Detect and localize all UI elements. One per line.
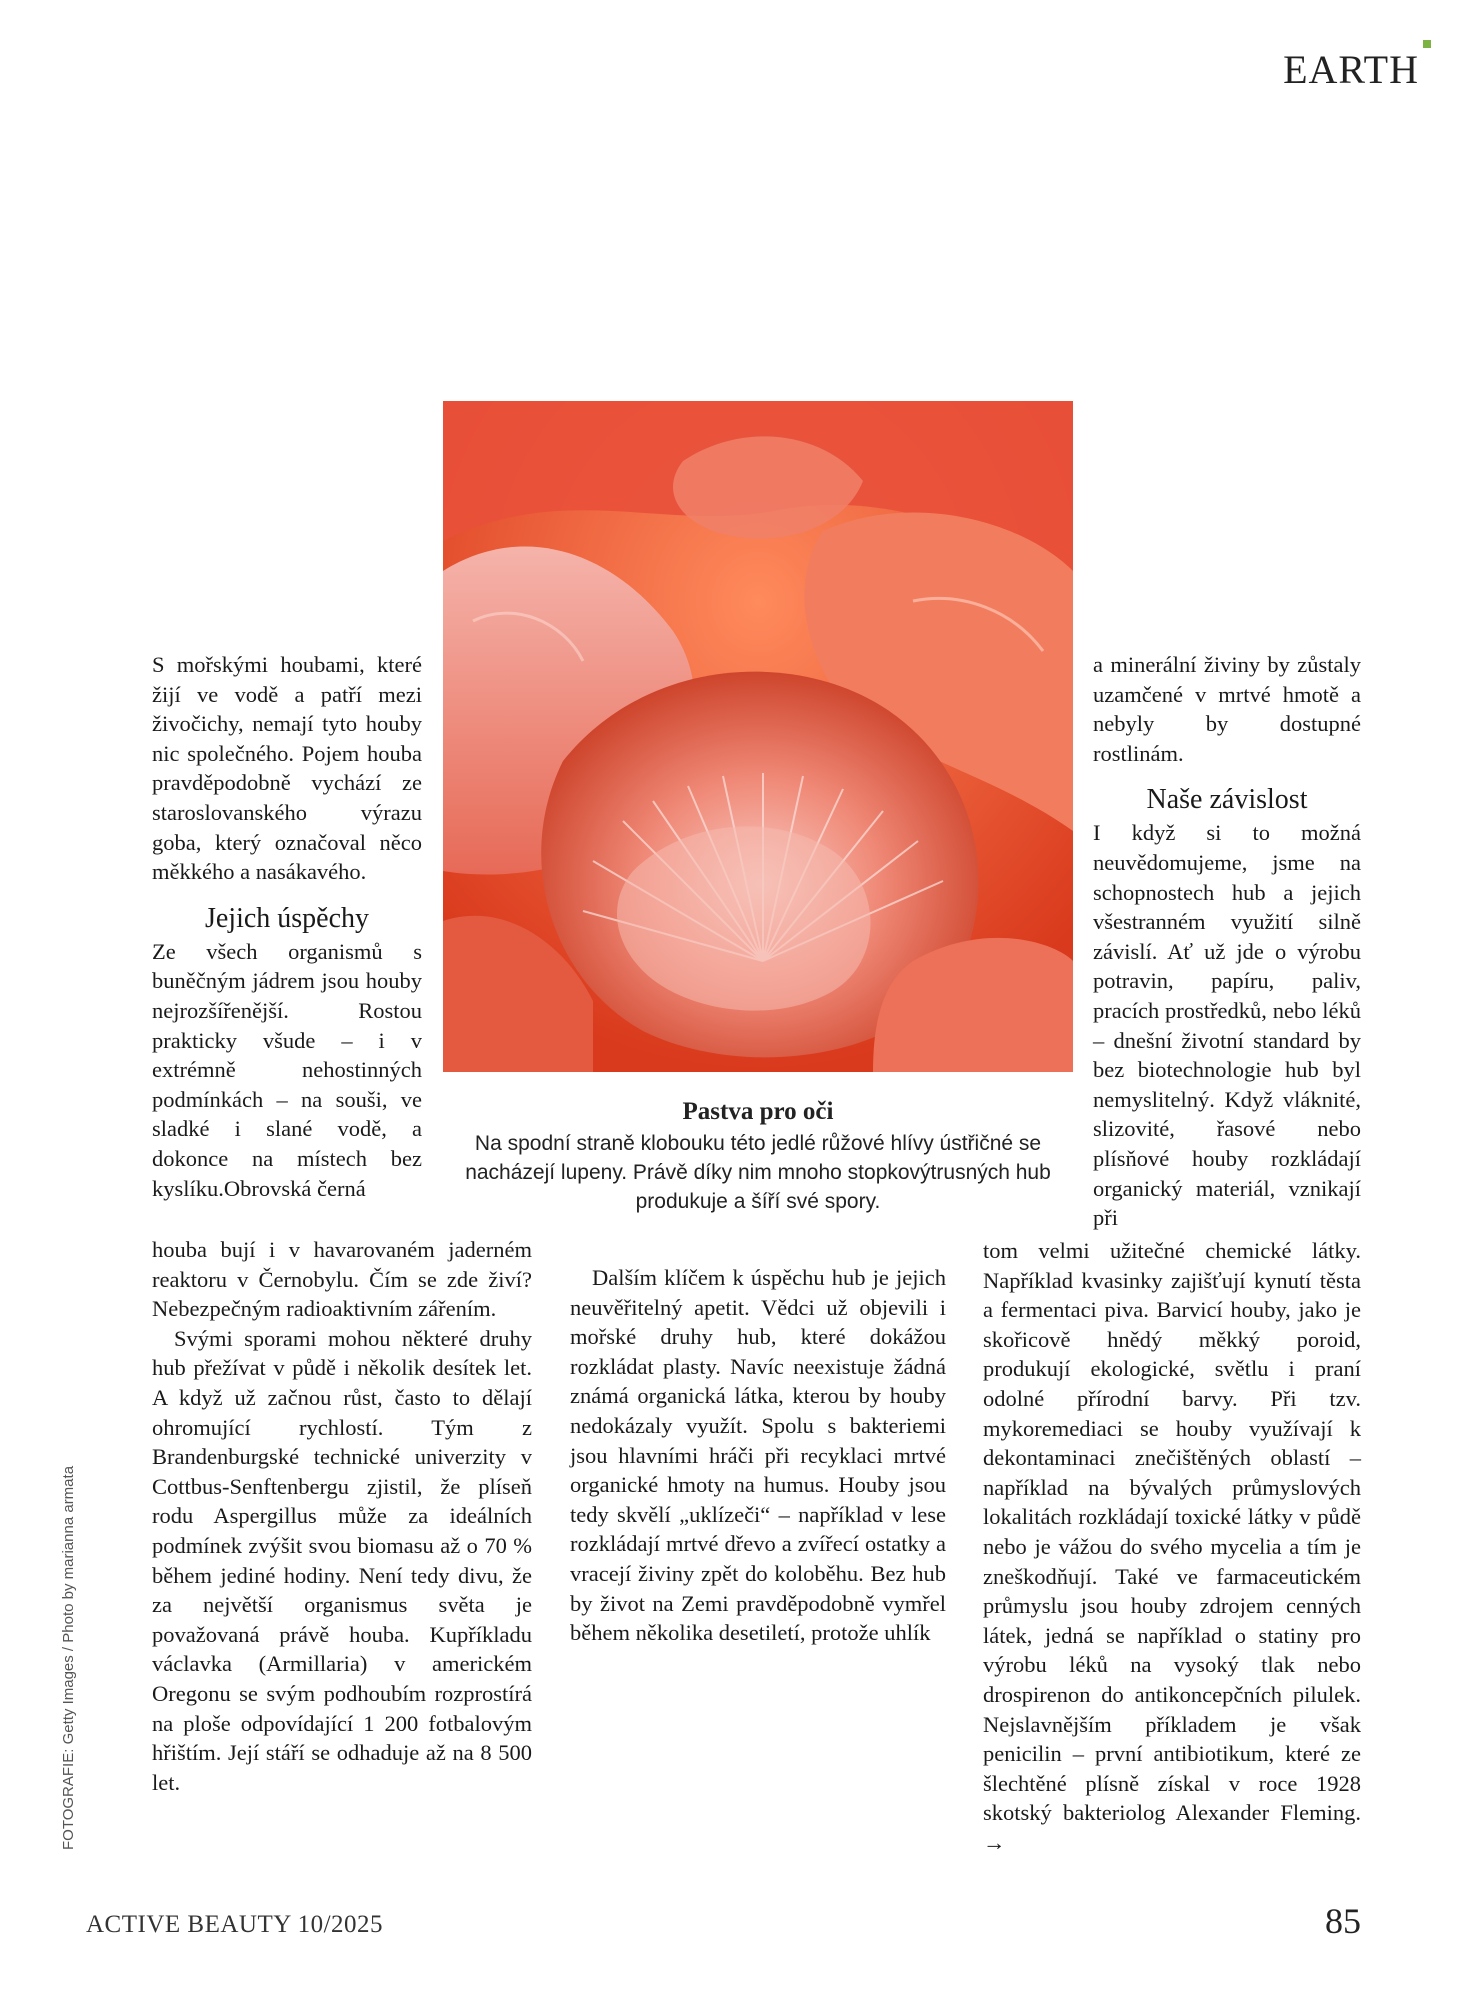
caption-text: Na spodní straně klobouku této jedlé růžové hlívy ústřičné se nacházejí lupeny. Právě díky nim mnoho stopkovýtrusných hub produkuje a šíří své spory.	[465, 1132, 1051, 1213]
right-paragraph-0: a minerální živiny by zůstaly uzamčené v mrtvé hmotě a nebyly by dostupné rostlinám.	[1093, 652, 1361, 766]
right-paragraph-1-narrow: I když si to možná neuvědomujeme, jsme na schopnostech hub a jejich všestranném využití silně závislí. Ať už jde o výrobu potravin, papíru, paliv, pracích prostředků, nebo léků – dnešní životní standard by bez biotechnologie hub byl nemyslitelný. Když vláknité, slizovité, řasové nebo plísňové houby rozkládají organický materiál, vznikají při	[1093, 820, 1361, 1231]
section-label: EARTH	[1283, 47, 1419, 92]
magazine-issue: ACTIVE BEAUTY 10/2025	[86, 1911, 384, 1938]
left-column-top	[152, 650, 422, 1203]
left-intro-paragraph: S mořskými houbami, které žijí ve vodě a patří mezi živočichy, nemají tyto houby nic společného. Pojem houba pravděpodobně vychází ze staroslovanského výrazu goba, který označoval něco měkkého a nasákavého.	[152, 652, 422, 885]
left-paragraph-1-wide: houba bují i v havarovaném jaderném reaktoru v Černobylu. Čím se zde živí? Nebezpečným radioaktivním zářením.	[152, 1237, 532, 1322]
left-column-bottom	[152, 1235, 532, 1797]
heading-jejich-uspechy: Jejich úspěchy	[204, 902, 370, 934]
left-paragraph-1-narrow: Ze všech organismů s buněčným jádrem jsou houby nejrozšířenější. Rostou prakticky všude – i v extrémně nehostinných podmínkách – na souši, ve sladké i slané vodě, a dokonce na místech bez kyslíku.Obrovská černá	[152, 938, 422, 1201]
caption-title: Pastva pro oči	[682, 1098, 834, 1125]
right-column-top	[1093, 650, 1361, 1233]
right-paragraph-1-wide: tom velmi užitečné chemické látky. Například kvasinky zajišťují kynutí těsta a fermentaci piva. Barvicí houby, jako je skořicově hnědý měkký poroid, produkují ekologické, světlu i praní odolné přírodní barvy. Při tzv. mykoremediaci se houby využívají k dekontaminaci znečištěných oblastí – například na bývalých průmyslových lokalitách rozkládají toxické látky v půdě nebo je vážou do svého mycelia a tím je zneškodňují. Také ve farmaceutickém průmyslu jsou houby zdrojem cenných látek, jedná se například o statiny pro výrobu léků na vysoký tlak nebo drospirenon do antikoncepčních pilulek. Nejslavnějším příkladem je však penicilin – první antibiotikum, které ze šlechtěné plísně získal v roce 1928 skotský bakteriolog Alexander Fleming. →	[983, 1238, 1361, 1855]
section-accent-dot	[1423, 40, 1431, 48]
heading-nase-zavislost: Naše závislost	[1146, 784, 1308, 816]
middle-paragraph-1: Dalším klíčem k úspěchu hub je jejich neuvěřitelný apetit. Vědci už objevili i mořské druhy hub, které dokážou rozkládat plasty. Navíc neexistuje žádná známá organická látka, kterou by houby nedokázaly využít. Spolu s bakteriemi jsou hlavními hráči při recyklaci mrtvé organické hmoty na humus. Houby jsou tedy skvělí „uklízeči“ – například v lese rozkládají mrtvé dřevo a zvířecí ostatky a vracejí živiny zpět do koloběhu. Bez hub by život na Zemi pravděpodobně vymřel během několika desetiletí, protože uhlík	[570, 1265, 946, 1646]
middle-column	[570, 1263, 946, 1648]
mushroom-photo	[443, 401, 1073, 1072]
right-column-bottom	[983, 1236, 1361, 1857]
page-number: 85	[1325, 1901, 1361, 1941]
photo-credit: FOTOGRAFIE: Getty Images / Photo by marianna armata	[60, 1465, 77, 1850]
pink-oyster-mushroom-illustration	[443, 401, 1073, 1072]
left-paragraph-2: Svými sporami mohou některé druhy hub přežívat v půdě i několik desítek let. A když už začnou růst, často to dělají ohromující rychlostí. Tým z Brandenburgské technické univerzity v Cottbus-Senftenbergu zjistil, že plíseň rodu Aspergillus může za ideálních podmínek zvýšit svou biomasu až o 70 % během jediné hodiny. Není tedy divu, že za největší organismus světa je považovaná právě houba. Kupříkladu václavka (Armillaria) v americkém Oregonu se svým podhoubím rozprostírá na ploše odpovídající 1 200 fotbalovým hřištím. Její stáří se odhaduje až na 8 500 let.	[152, 1325, 532, 1795]
